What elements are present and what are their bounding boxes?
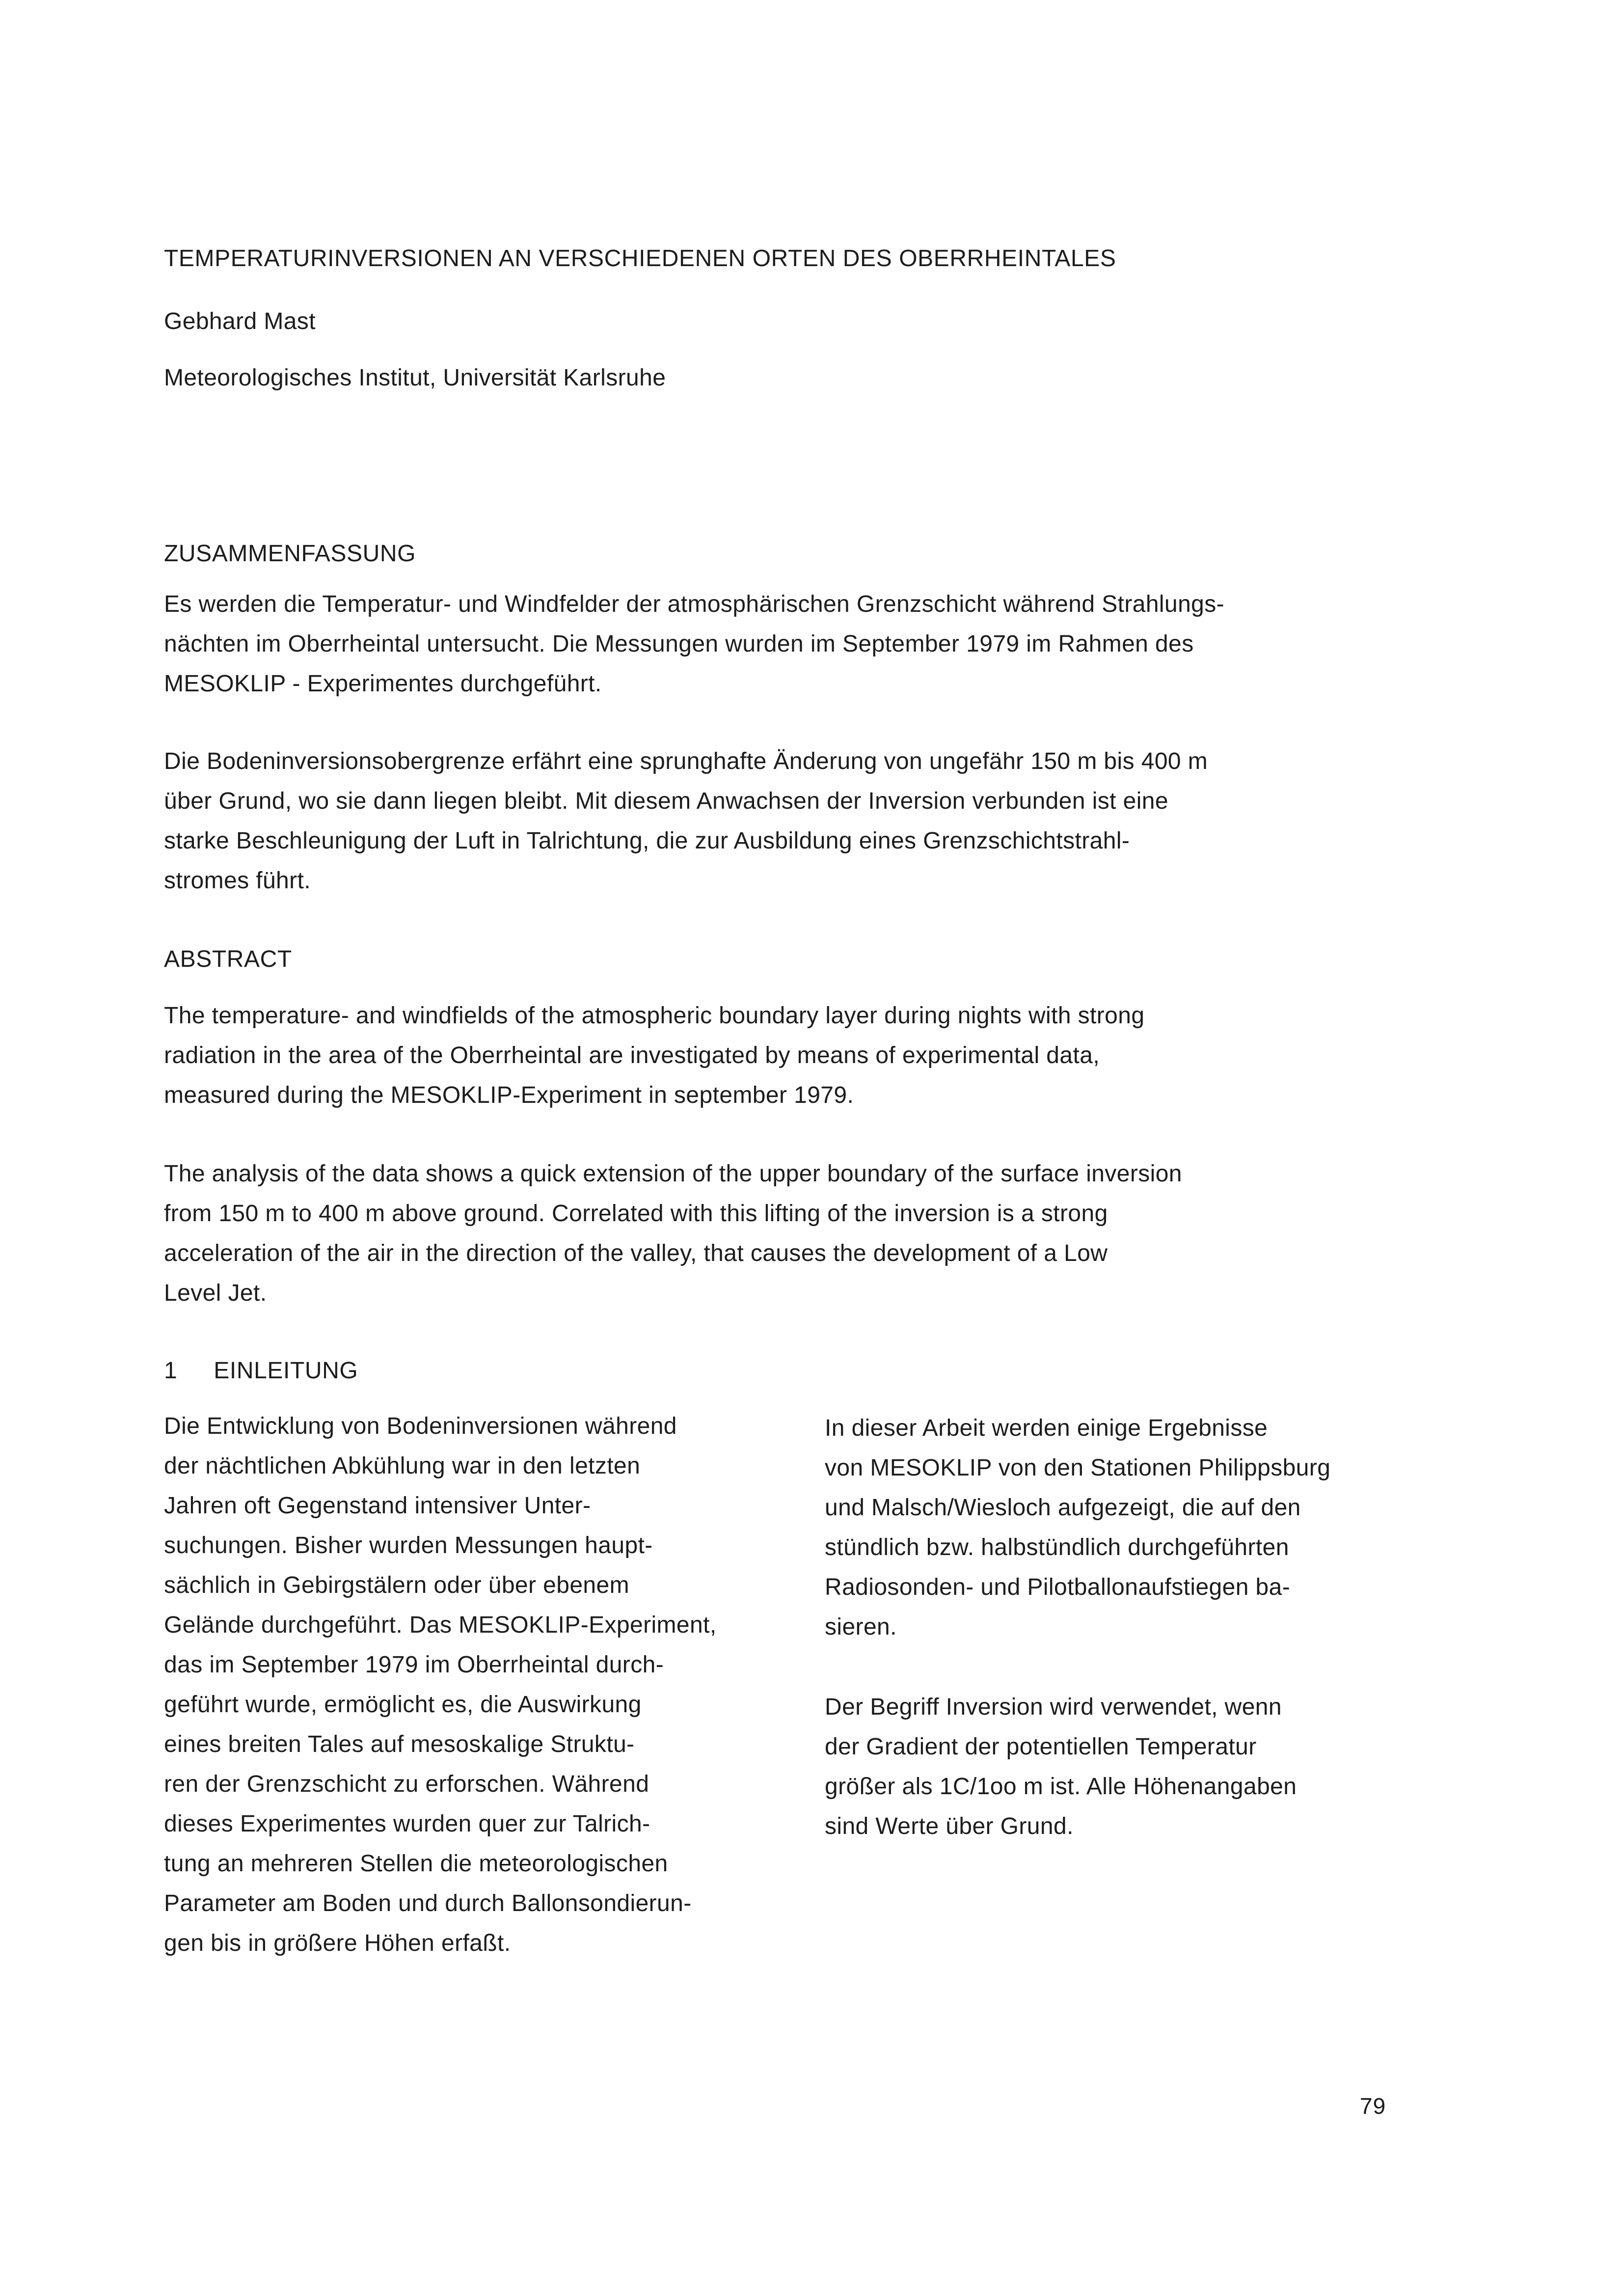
section-title: EINLEITUNG bbox=[214, 1358, 358, 1384]
text-line: dieses Experimentes wurden quer zur Talrich- bbox=[164, 1811, 650, 1837]
text-line: stromes führt. bbox=[164, 868, 311, 894]
text-line: nächten im Oberrheintal untersucht. Die Messungen wurden im September 1979 im Rahmen des bbox=[164, 631, 1194, 657]
page-number: 79 bbox=[1360, 2093, 1386, 2119]
text-line: starke Beschleunigung der Luft in Talrichtung, die zur Ausbildung eines Grenzschichtstrahl- bbox=[164, 828, 1130, 854]
zusammenfassung-paragraph-1 bbox=[164, 584, 1224, 704]
text-line: sächlich in Gebirgstälern oder über ebenem bbox=[164, 1572, 629, 1598]
text-line: The analysis of the data shows a quick extension of the upper boundary of the surface inversion bbox=[164, 1161, 1182, 1187]
text-line: und Malsch/Wiesloch aufgezeigt, die auf den bbox=[825, 1495, 1301, 1521]
abstract-paragraph-2 bbox=[164, 1154, 1182, 1313]
text-line: von MESOKLIP von den Stationen Philippsburg bbox=[825, 1455, 1331, 1481]
text-line: suchungen. Bisher wurden Messungen haupt- bbox=[164, 1532, 653, 1558]
text-line: stündlich bzw. halbstündlich durchgeführten bbox=[825, 1534, 1289, 1560]
abstract-heading: ABSTRACT bbox=[164, 946, 292, 972]
text-line: sind Werte über Grund. bbox=[825, 1813, 1074, 1839]
section-number: 1 bbox=[164, 1358, 178, 1384]
author-name: Gebhard Mast bbox=[164, 308, 316, 334]
text-line: Level Jet. bbox=[164, 1280, 267, 1306]
text-line: Gelände durchgeführt. Das MESOKLIP-Experiment, bbox=[164, 1612, 717, 1638]
text-line: The temperature- and windfields of the atmospheric boundary layer during nights with strong bbox=[164, 1003, 1145, 1029]
text-line: Es werden die Temperatur- und Windfelder der atmosphärischen Grenzschicht während Strahlungs- bbox=[164, 591, 1225, 617]
section-heading bbox=[164, 1356, 358, 1386]
text-line: acceleration of the air in the direction of the valley, that causes the development of a Low bbox=[164, 1240, 1108, 1266]
text-line: gen bis in größere Höhen erfaßt. bbox=[164, 1930, 511, 1956]
paper-title: TEMPERATURINVERSIONEN AN VERSCHIEDENEN ORTEN DES OBERRHEINTALES bbox=[164, 246, 1116, 272]
text-line: größer als 1C/1oo m ist. Alle Höhenangaben bbox=[825, 1774, 1297, 1800]
zusammenfassung-heading: ZUSAMMENFASSUNG bbox=[164, 541, 416, 567]
text-line: Jahren oft Gegenstand intensiver Unter- bbox=[164, 1493, 591, 1519]
text-line: from 150 m to 400 m above ground. Correlated with this lifting of the inversion is a strong bbox=[164, 1201, 1108, 1227]
section-1-right-column-paragraph-2 bbox=[825, 1687, 1297, 1846]
text-line: der nächtlichen Abkühlung war in den letzten bbox=[164, 1453, 641, 1479]
text-line: eines breiten Tales auf mesoskalige Struktu- bbox=[164, 1731, 635, 1757]
text-line: der Gradient der potentiellen Temperatur bbox=[825, 1734, 1257, 1760]
text-line: über Grund, wo sie dann liegen bleibt. Mit diesem Anwachsen der Inversion verbunden ist eine bbox=[164, 788, 1168, 814]
section-1-right-column-paragraph-1 bbox=[825, 1408, 1330, 1647]
text-line: Parameter am Boden und durch Ballonsondierun- bbox=[164, 1890, 692, 1916]
section-1-left-column bbox=[164, 1406, 717, 1963]
text-line: measured during the MESOKLIP-Experiment in september 1979. bbox=[164, 1082, 854, 1108]
text-line: das im September 1979 im Oberrheintal durch- bbox=[164, 1652, 664, 1678]
author-affiliation: Meteorologisches Institut, Universität Karlsruhe bbox=[164, 365, 666, 391]
text-line: In dieser Arbeit werden einige Ergebnisse bbox=[825, 1415, 1268, 1441]
text-line: geführt wurde, ermöglicht es, die Auswirkung bbox=[164, 1692, 642, 1718]
text-line: ren der Grenzschicht zu erforschen. Während bbox=[164, 1771, 649, 1797]
text-line: Die Entwicklung von Bodeninversionen während bbox=[164, 1413, 677, 1439]
text-line: radiation in the area of the Oberrheintal are investigated by means of experimental data, bbox=[164, 1042, 1100, 1068]
zusammenfassung-paragraph-2 bbox=[164, 741, 1208, 901]
text-line: Die Bodeninversionsobergrenze erfährt eine sprunghafte Änderung von ungefähr 150 m bis 400 m bbox=[164, 748, 1208, 774]
text-line: Der Begriff Inversion wird verwendet, wenn bbox=[825, 1694, 1282, 1720]
abstract-paragraph-1 bbox=[164, 996, 1144, 1115]
text-line: MESOKLIP - Experimentes durchgeführt. bbox=[164, 671, 602, 697]
text-line: sieren. bbox=[825, 1614, 897, 1640]
text-line: Radiosonden- und Pilotballonaufstiegen ba- bbox=[825, 1574, 1291, 1600]
text-line: tung an mehreren Stellen die meteorologischen bbox=[164, 1851, 668, 1877]
